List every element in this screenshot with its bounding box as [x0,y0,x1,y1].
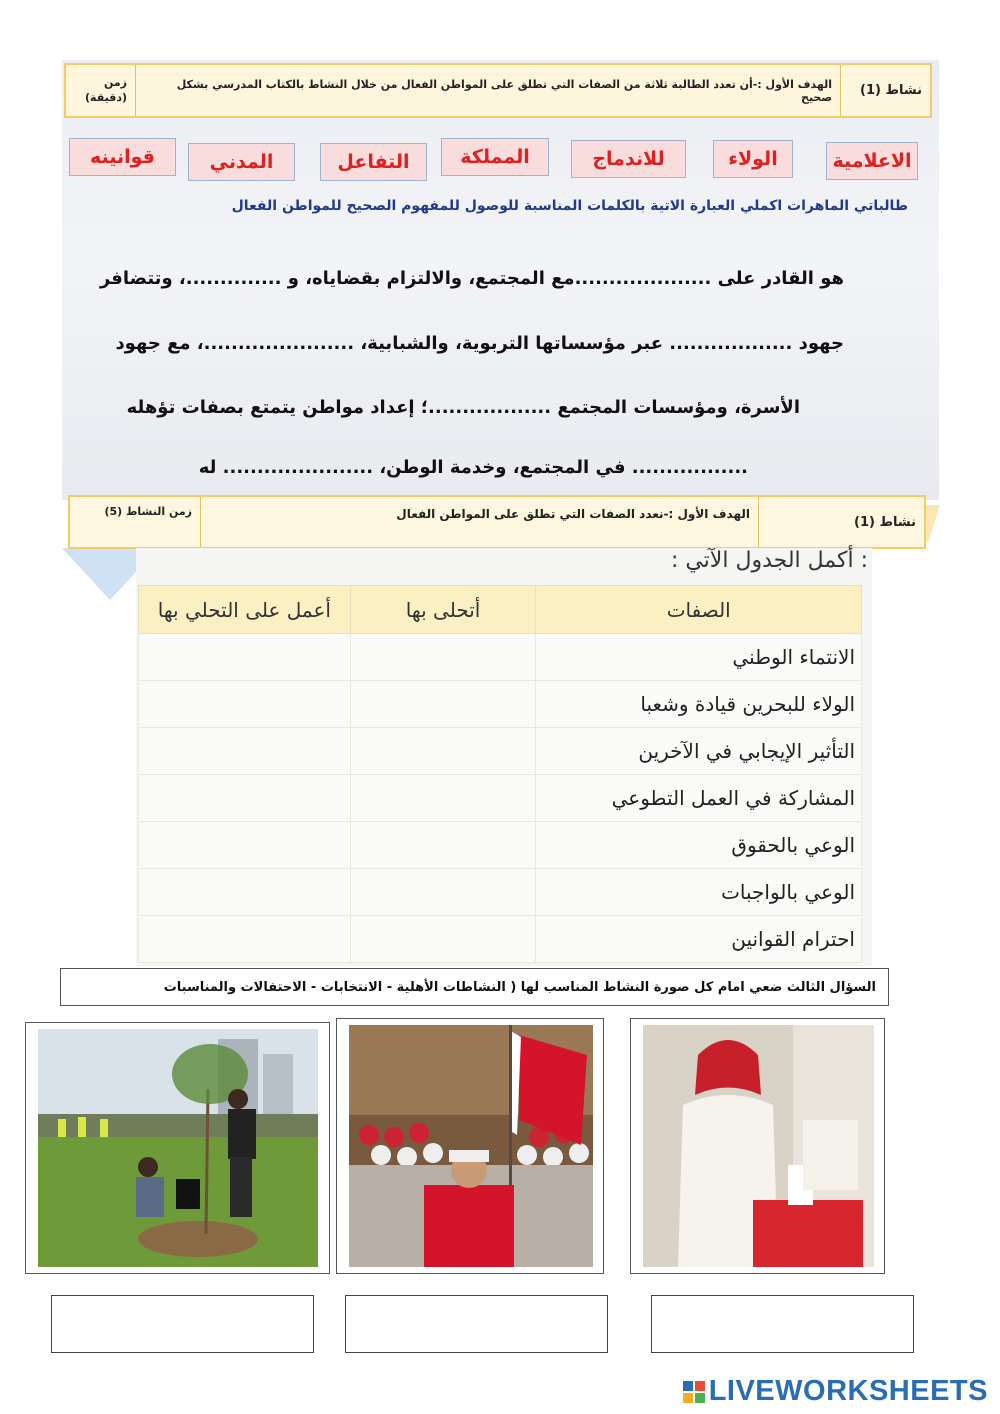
working-on-it-cell[interactable] [139,681,351,728]
activity1-objective: الهدف الأول :-أن تعدد الطالبة ثلاثة من الصفات التي تطلق على المواطن الفعال من خلال النشاط بالكتاب المدرسي بشكل صحيح [135,65,840,116]
word-bank-item[interactable]: المملكة [441,138,549,176]
trait-cell: احترام القوانين [536,916,862,963]
table-row [139,822,862,869]
word-bank-item[interactable]: الولاء [713,140,793,178]
activity1-label: نشاط (1) [840,65,930,116]
celebration-photo [349,1025,593,1267]
table-header: أتحلى بها [350,586,536,634]
trait-cell: التأثير الإيجابي في الآخرين [536,728,862,775]
table-row [139,681,862,728]
working-on-it-cell[interactable] [139,728,351,775]
word-bank-item[interactable]: المدني [188,143,295,181]
working-on-it-cell[interactable] [139,822,351,869]
traits-table [138,585,862,963]
working-on-it-cell[interactable] [139,869,351,916]
word-bank-item[interactable]: للاندماج [571,140,686,178]
trait-cell: الوعي بالواجبات [536,869,862,916]
activity2-time: زمن النشاط (5) [104,505,192,518]
have-it-cell[interactable] [350,822,536,869]
have-it-cell[interactable] [350,775,536,822]
word-bank-item[interactable]: قوانينه [69,138,176,176]
paragraph-line: هو القادر على ....................مع المجتمع، والالتزام بقضاياه، و ..............، وتتضافر [99,268,844,289]
tree-planting-photo [38,1029,318,1267]
working-on-it-cell[interactable] [139,634,351,681]
photo-frame-voting [630,1018,885,1274]
answer-box-celebration[interactable] [345,1295,608,1353]
activity1-header [64,63,932,118]
trait-cell: الانتماء الوطني [536,634,862,681]
table-title: : أكمل الجدول الآتي : [670,548,868,573]
liveworksheets-logo-icon [683,1381,705,1403]
table-row [139,916,862,963]
working-on-it-cell[interactable] [139,775,351,822]
word-bank-item[interactable]: التفاعل [320,143,427,181]
table-row [139,728,862,775]
have-it-cell[interactable] [350,728,536,775]
activity2-objective: الهدف الأول :-نعدد الصفات التي تطلق على المواطن الفعال [200,497,758,547]
table-row [139,634,862,681]
trait-cell: الولاء للبحرين قيادة وشعبا [536,681,862,728]
working-on-it-cell[interactable] [139,916,351,963]
paragraph-line: جهود .................. عبر مؤسساتها التربوية، والشبابية، ......................، مع جهود [115,333,844,354]
have-it-cell[interactable] [350,869,536,916]
have-it-cell[interactable] [350,916,536,963]
table-header: الصفات [536,586,862,634]
activity2-label: نشاط (1) [758,497,924,547]
trait-cell: الوعي بالحقوق [536,822,862,869]
photo-frame-celebration [336,1018,604,1274]
activity2-header [68,495,926,549]
instruction-text: طالباتي الماهرات اكملي العبارة الاتية بالكلمات المناسبة للوصول للمفهوم الصحيح للمواطن الفعال [231,198,908,214]
question3-text: السؤال الثالث ضعي امام كل صورة النشاط المناسب لها ( النشاطات الأهلية - الانتخابات - الاحتفالات والمناسبات [60,968,889,1006]
have-it-cell[interactable] [350,681,536,728]
table-header: أعمل على التحلي بها [139,586,351,634]
activity1-time: زمن (دقيقة) [85,76,127,104]
paragraph-line: ................. في المجتمع، وخدمة الوطن، ...................... له [198,457,748,478]
trait-cell: المشاركة في العمل التطوعي [536,775,862,822]
table-row [139,869,862,916]
photo-frame-tree-planting [25,1022,330,1274]
brand-name: LIVEWORKSHEETS [708,1375,988,1407]
word-bank-item[interactable]: الاعلامية [826,142,918,180]
liveworksheets-logo [683,1375,988,1408]
voting-photo [643,1025,874,1267]
paragraph-line: الأسرة، ومؤسسات المجتمع ..................؛ إعداد مواطن يتمتع بصفات تؤهله [126,397,800,418]
answer-box-voting[interactable] [651,1295,914,1353]
table-row [139,775,862,822]
have-it-cell[interactable] [350,634,536,681]
answer-box-tree-planting[interactable] [51,1295,314,1353]
